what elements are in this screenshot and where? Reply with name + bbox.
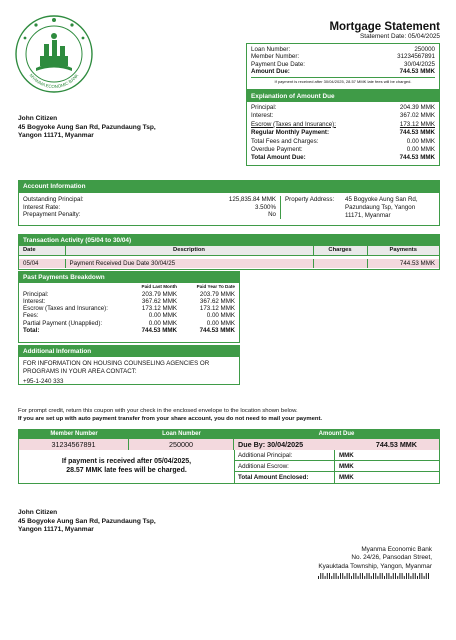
- explanation-row: [251, 121, 435, 129]
- account-value: 125,835.84 MMK: [228, 196, 276, 203]
- summary-value: 31234567891: [397, 53, 435, 61]
- barcode-bar: [419, 573, 420, 579]
- breakdown-row: [19, 298, 239, 305]
- barcode-bar: [364, 576, 365, 579]
- barcode-bar: [322, 573, 323, 579]
- property-address-line: 45 Bogyoke Aung San Rd,: [345, 196, 418, 203]
- coupon-loan-header: Loan Number: [162, 431, 201, 437]
- bank-seal-icon: [14, 14, 94, 94]
- coupon-due-amount: 744.53 MMK: [375, 440, 417, 449]
- explanation-row: [251, 146, 435, 154]
- summary-row: [251, 46, 435, 53]
- property-address-line: Pazundaung Tsp, Yangon: [345, 203, 416, 211]
- barcode-bar: [421, 573, 422, 579]
- statement-title: Mortgage Statement: [329, 21, 440, 33]
- explanation-value: 744.53 MMK: [399, 129, 435, 137]
- barcode-bar: [415, 573, 416, 579]
- contact-phone: +95-1-240 333: [23, 377, 64, 385]
- breakdown-ytd: 367.62 MMK: [199, 298, 235, 306]
- barcode-bar: [408, 573, 409, 579]
- postal-barcode: [318, 573, 432, 579]
- bank-address-line1: No. 24/26, Pansodan Street,: [351, 554, 432, 562]
- account-information: [18, 180, 440, 226]
- account-value: No: [268, 211, 276, 219]
- barcode-bar: [360, 573, 361, 579]
- footer-address-line1: 45 Bogyoke Aung San Rd, Pazundaung Tsp,: [18, 517, 156, 525]
- barcode-bar: [388, 573, 389, 579]
- breakdown-last: 744.53 MMK: [141, 326, 177, 334]
- property-address-line: 11171, Myanmar: [345, 211, 391, 219]
- explanation-value: 367.02 MMK: [399, 112, 435, 120]
- bank-address-line2: Kyauktada Township, Yangon, Myanmar: [318, 562, 432, 570]
- summary-row: [251, 53, 435, 60]
- transaction-column-header: Date: [19, 246, 65, 256]
- coupon-late-line2: 28.57 MMK late fees will be charged.: [66, 467, 187, 475]
- barcode-bar: [426, 573, 427, 579]
- summary-label: Payment Due Date:: [251, 60, 305, 68]
- coupon-instruction-2: If you are set up with auto payment transfer from your share account, you do not need to mail your payment.: [18, 416, 323, 422]
- explanation-row: [251, 112, 435, 120]
- barcode-bar: [406, 573, 407, 579]
- barcode-bar: [402, 573, 403, 579]
- barcode-bar: [384, 576, 385, 579]
- breakdown-last: 173.12 MMK: [141, 305, 177, 313]
- barcode-bar: [410, 576, 411, 579]
- summary-value: 744.53 MMK: [399, 68, 435, 76]
- summary-value: 250000: [414, 46, 435, 53]
- additional-line1: FOR INFORMATION ON HOUSING COUNSELING AGENCIES OR: [23, 360, 210, 367]
- explanation-row: [251, 129, 435, 137]
- account-label: Interest Rate:: [23, 203, 61, 211]
- summary-label: Amount Due:: [251, 68, 290, 76]
- late-fee-note: If payment is received after 30/04/2025, 28.57 MMK late fees will be charged.: [251, 77, 435, 84]
- breakdown-label: Fees:: [23, 312, 39, 320]
- account-row: [23, 196, 276, 204]
- account-header: Account Information: [19, 181, 439, 193]
- breakdown-ytd: 0.00 MMK: [206, 312, 235, 320]
- barcode-bar: [424, 576, 425, 579]
- barcode-bar: [325, 576, 326, 579]
- footer-name: John Citizen: [18, 509, 58, 516]
- breakdown-column-header: [19, 283, 123, 291]
- coupon-field-row[interactable]: [235, 461, 439, 472]
- barcode-bar: [338, 576, 339, 579]
- coupon-field-label: Additional Escrow:: [235, 461, 335, 471]
- customer-address: [18, 115, 238, 141]
- barcode-bar: [413, 573, 414, 579]
- summary-row: [251, 61, 435, 68]
- barcode-bar: [318, 576, 319, 579]
- barcode-bar: [355, 573, 356, 579]
- breakdown-column-header: Paid Year To Date: [196, 284, 235, 289]
- explanation-label: Overdue Payment:: [251, 145, 303, 153]
- barcode-bar: [399, 573, 400, 579]
- coupon-field-label: Total Amount Enclosed:: [235, 472, 335, 483]
- breakdown-label: Partial Payment (Unapplied):: [23, 319, 103, 327]
- svg-text:MYANMA ECONOMIC BANK: MYANMA ECONOMIC BANK: [28, 72, 80, 90]
- breakdown-row: [19, 327, 239, 334]
- customer-address-line2: Yangon 11171, Myanmar: [18, 132, 94, 140]
- barcode-bar: [382, 573, 383, 579]
- explanation-value: 744.53 MMK: [399, 154, 435, 162]
- transaction-activity: [18, 234, 440, 270]
- coupon-field-label: Additional Principal:: [235, 450, 335, 460]
- barcode-bar: [331, 576, 332, 579]
- account-label: Prepayment Penalty:: [23, 211, 81, 219]
- barcode-bar: [391, 576, 392, 579]
- barcode-bar: [329, 573, 330, 579]
- explanation-row: [251, 138, 435, 146]
- barcode-bar: [393, 573, 394, 579]
- coupon-due-date: Due By: 30/04/2025: [238, 440, 304, 449]
- breakdown-column-header: Paid Last Month: [141, 284, 177, 289]
- explanation-label: Total Amount Due:: [251, 154, 306, 162]
- coupon-member-number: 31234567891: [19, 439, 129, 450]
- summary-value: 30/04/2025: [404, 60, 435, 68]
- additional-header: Additional Information: [19, 346, 239, 357]
- breakdown-label: Principal:: [23, 290, 49, 298]
- explanation-label: Total Fees and Charges:: [251, 137, 319, 145]
- barcode-bar: [353, 573, 354, 579]
- barcode-bar: [373, 573, 374, 579]
- barcode-bar: [351, 576, 352, 579]
- return-address: [18, 509, 238, 535]
- statement-date: Statement Date: 05/04/2025: [360, 33, 440, 40]
- property-label: Property Address:: [285, 196, 335, 203]
- coupon-field-currency: MMK: [339, 452, 354, 459]
- past-payments-breakdown: [18, 271, 240, 343]
- account-label: Outstanding Principal:: [23, 196, 84, 203]
- breakdown-ytd: 173.12 MMK: [199, 305, 235, 313]
- barcode-bar: [375, 573, 376, 579]
- breakdown-table: [19, 283, 239, 334]
- coupon-loan-number: 250000: [129, 439, 234, 450]
- barcode-bar: [377, 576, 378, 579]
- barcode-bar: [428, 573, 429, 579]
- barcode-bar: [344, 576, 345, 579]
- barcode-bar: [362, 573, 363, 579]
- summary-box: [246, 43, 440, 90]
- breakdown-row: [19, 305, 239, 312]
- barcode-bar: [333, 573, 334, 579]
- explanation-label: Escrow (Taxes and Insurance):: [251, 120, 336, 128]
- explanation-value: 204.39 MMK: [399, 104, 435, 111]
- barcode-bar: [327, 573, 328, 579]
- barcode-bar: [397, 576, 398, 579]
- transaction-row: [19, 259, 439, 269]
- payment-coupon: [18, 429, 440, 484]
- barcode-bar: [349, 573, 350, 579]
- bank-address: [280, 546, 432, 571]
- barcode-bar: [340, 573, 341, 579]
- barcode-bar: [386, 573, 387, 579]
- summary-label: Loan Number:: [251, 46, 291, 53]
- explanation-row: [251, 104, 435, 112]
- breakdown-last: 203.79 MMK: [141, 290, 177, 298]
- barcode-bar: [320, 573, 321, 579]
- breakdown-ytd: 0.00 MMK: [206, 319, 235, 327]
- breakdown-ytd: 744.53 MMK: [199, 326, 235, 334]
- explanation-row: [251, 154, 435, 162]
- coupon-member-header: Member Number: [50, 431, 98, 437]
- coupon-field-row[interactable]: [235, 472, 439, 483]
- transaction-column-header: Payments: [367, 246, 439, 256]
- summary-label: Member Number:: [251, 53, 300, 61]
- barcode-bar: [366, 573, 367, 579]
- coupon-field-row[interactable]: [235, 450, 439, 461]
- barcode-bar: [417, 576, 418, 579]
- breakdown-row: [19, 291, 239, 298]
- explanation-label: Interest:: [251, 112, 274, 120]
- account-row: [23, 211, 276, 219]
- explanation-value: 173.12 MMK: [399, 120, 435, 128]
- breakdown-header: Past Payments Breakdown: [19, 272, 239, 283]
- transaction-header: Transaction Activity (05/04 to 30/04): [19, 235, 439, 246]
- breakdown-label: Interest:: [23, 298, 46, 306]
- transaction-charges: [313, 259, 367, 269]
- barcode-bar: [347, 573, 348, 579]
- breakdown-ytd: 203.79 MMK: [199, 290, 235, 298]
- transaction-date: 05/04: [23, 259, 39, 267]
- coupon-field-currency: MMK: [339, 463, 354, 470]
- breakdown-label: Total:: [23, 326, 40, 334]
- customer-name: John Citizen: [18, 115, 58, 122]
- coupon-instruction-1: For prompt credit, return this coupon with your check in the enclosed envelope to the location shown below.: [18, 408, 298, 414]
- breakdown-last: 367.62 MMK: [141, 298, 177, 306]
- customer-address-line1: 45 Bogyoke Aung San Rd, Pazundaung Tsp,: [18, 123, 156, 131]
- breakdown-row: [19, 312, 239, 319]
- transaction-column-header: Description: [65, 246, 313, 256]
- account-row: [23, 204, 276, 212]
- explanation-header: Explanation of Amount Due: [247, 91, 439, 102]
- explanation-box: [246, 90, 440, 166]
- transaction-column-header: Charges: [313, 246, 367, 256]
- transaction-description: Payment Received Due Date 30/04/25: [65, 259, 313, 269]
- transaction-table: [19, 246, 439, 268]
- breakdown-last: 0.00 MMK: [148, 312, 177, 320]
- explanation-value: 0.00 MMK: [406, 145, 435, 153]
- breakdown-last: 0.00 MMK: [148, 319, 177, 327]
- additional-information: [18, 345, 240, 385]
- barcode-bar: [404, 576, 405, 579]
- explanation-value: 0.00 MMK: [406, 137, 435, 145]
- summary-row: [251, 68, 435, 75]
- explanation-label: Principal:: [251, 104, 277, 111]
- transaction-payments: 744.53 MMK: [367, 259, 439, 269]
- coupon-field-currency: MMK: [339, 474, 354, 481]
- explanation-label: Regular Monthly Payment:: [251, 129, 330, 137]
- coupon-late-line1: If payment is received after 05/04/2025,: [61, 458, 192, 465]
- breakdown-row: [19, 319, 239, 326]
- barcode-bar: [380, 573, 381, 579]
- barcode-bar: [342, 573, 343, 579]
- breakdown-label: Escrow (Taxes and Insurance):: [23, 305, 108, 313]
- account-value: 3.500%: [255, 203, 276, 211]
- barcode-bar: [369, 573, 370, 579]
- barcode-bar: [371, 576, 372, 579]
- barcode-bar: [336, 573, 337, 579]
- additional-line2: PROGRAMS IN YOUR AREA CONTACT:: [23, 367, 137, 375]
- barcode-bar: [395, 573, 396, 579]
- footer-address-line2: Yangon 11171, Myanmar: [18, 526, 94, 534]
- bank-name: Myanma Economic Bank: [361, 546, 432, 553]
- coupon-amount-header: Amount Due: [318, 431, 355, 437]
- barcode-bar: [358, 576, 359, 579]
- coupon-late-fee-warning: [19, 450, 234, 483]
